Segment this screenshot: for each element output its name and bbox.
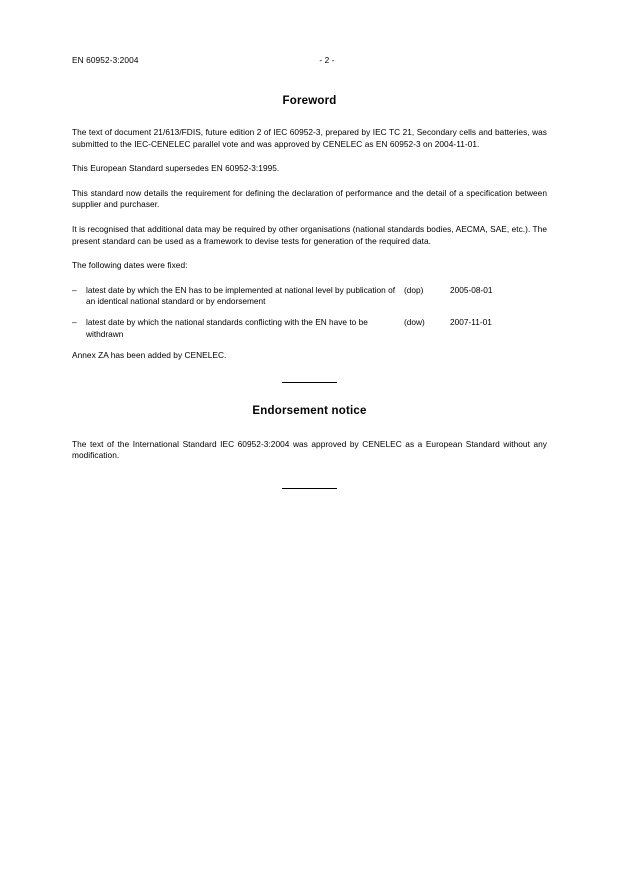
foreword-paragraph-5: The following dates were fixed:	[72, 260, 188, 271]
header-page-number: - 2 -	[319, 55, 335, 65]
date-value: 2007-11-01	[450, 316, 492, 327]
page-header	[72, 55, 547, 65]
page-content	[72, 55, 547, 489]
fixed-dates-list	[72, 285, 547, 340]
foreword-paragraph-3: This standard now details the requirement for defining the declaration of performance and the detail of a specification between supplier and purchaser.	[72, 187, 547, 210]
list-item	[72, 317, 547, 340]
section-divider-bottom	[282, 488, 337, 489]
date-value: 2005-08-01	[450, 284, 493, 295]
endorsement-paragraph: The text of the International Standard IEC 60952-3:2004 was approved by CENELEC as a European Standard without any modification.	[72, 438, 547, 461]
date-code: (dop)	[404, 284, 424, 295]
annex-note: Annex ZA has been added by CENELEC.	[72, 350, 227, 361]
foreword-paragraph-1: The text of document 21/613/FDIS, future edition 2 of IEC 60952-3, prepared by IEC TC 21, Secondary cells and batteries, was submitted to the IEC-CENELEC parallel vote and was approved by CENELEC as EN 60952-3 on 2004-11-01.	[72, 127, 547, 149]
list-dash: –	[72, 284, 77, 295]
foreword-title: Foreword	[282, 95, 337, 107]
endorsement-title: Endorsement notice	[252, 404, 367, 417]
date-code: (dow)	[404, 316, 425, 327]
list-dash: –	[72, 316, 77, 327]
foreword-paragraph-2: This European Standard supersedes EN 60952-3:1995.	[72, 163, 280, 174]
section-divider	[282, 382, 337, 383]
date-description: latest date by which the EN has to be implemented at national level by publication of an identical national standard or by endorsement	[86, 284, 396, 307]
header-document-number: EN 60952-3:2004	[72, 55, 139, 65]
list-item	[72, 285, 547, 308]
foreword-paragraph-4: It is recognised that additional data may be required by other organisations (national standards bodies, AECMA, SAE, etc.). The present standard can be used as a framework to devise tests for generation of the required data.	[72, 223, 547, 246]
date-description: latest date by which the national standards conflicting with the EN have to be withdrawn	[86, 316, 368, 339]
